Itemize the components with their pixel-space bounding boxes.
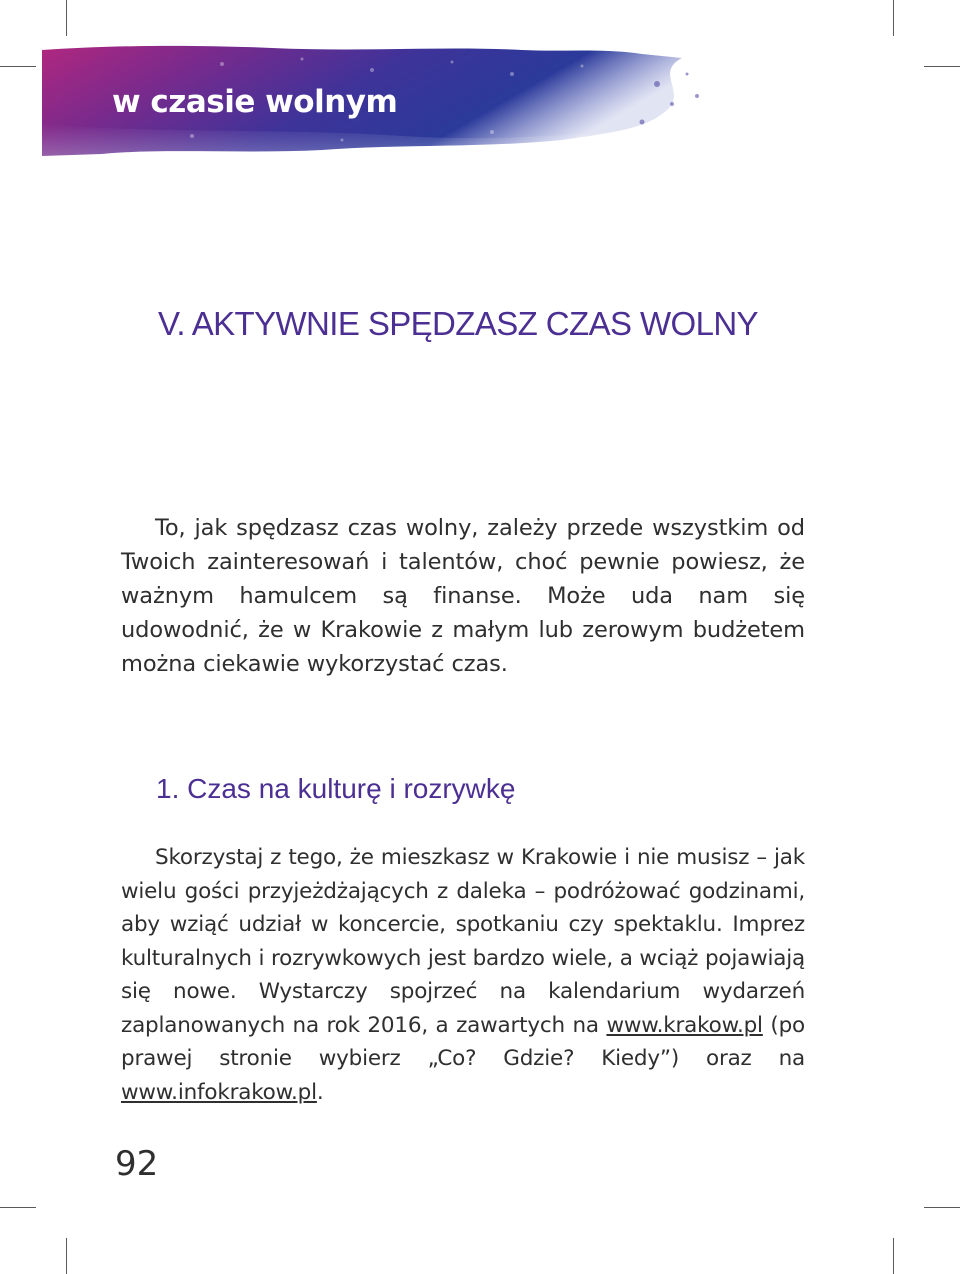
crop-mark (0, 66, 36, 67)
header-banner (42, 44, 742, 156)
crop-mark (924, 66, 960, 67)
page-number: 92 (115, 1144, 159, 1184)
intro-text: To, jak spędzasz czas wolny, zależy przede wszystkim od Twoich zainteresowań i talentów, choć pewnie powiesz, że ważnym hamulcem są finanse. Może uda nam się udowodnić, że w Krakowie z małym lub zerowym budżetem można ciekawie wykorzystać czas. (121, 515, 805, 677)
crop-mark (0, 1207, 36, 1208)
crop-mark (893, 1238, 894, 1274)
crop-mark (66, 1238, 67, 1274)
section-text-part3: . (316, 1079, 324, 1105)
section-paragraph (121, 841, 805, 1109)
chapter-title: V. AKTYWNIE SPĘDZASZ CZAS WOLNY (158, 305, 758, 342)
banner-title: w czasie wolnym (112, 84, 398, 120)
krakow-link[interactable]: www.krakow.pl (606, 1012, 763, 1038)
crop-mark (924, 1207, 960, 1208)
infokrakow-link[interactable]: www.infokrakow.pl (121, 1079, 317, 1105)
intro-paragraph (121, 511, 805, 681)
crop-mark (66, 0, 67, 36)
section-title: 1. Czas na kulturę i rozrywkę (156, 773, 516, 804)
section-text-part2: (po prawej stronie wybierz „Co? Gdzie? Kiedy”) oraz na (121, 1012, 805, 1071)
section-text-part1: Skorzystaj z tego, że mieszkasz w Krakowie i nie musisz – jak wielu gości przyjeżdżających z daleka – podróżować godzinami, aby wziąć udział w koncercie, spotkaniu czy spektaklu. Imprez kulturalnych i rozrywkowych jest bardzo wiele, a wciąż pojawiają się nowe. Wystarczy spojrzeć na kalendarium wydarzeń zaplanowanych na rok 2016, a zawartych na (121, 845, 805, 1038)
crop-mark (893, 0, 894, 36)
